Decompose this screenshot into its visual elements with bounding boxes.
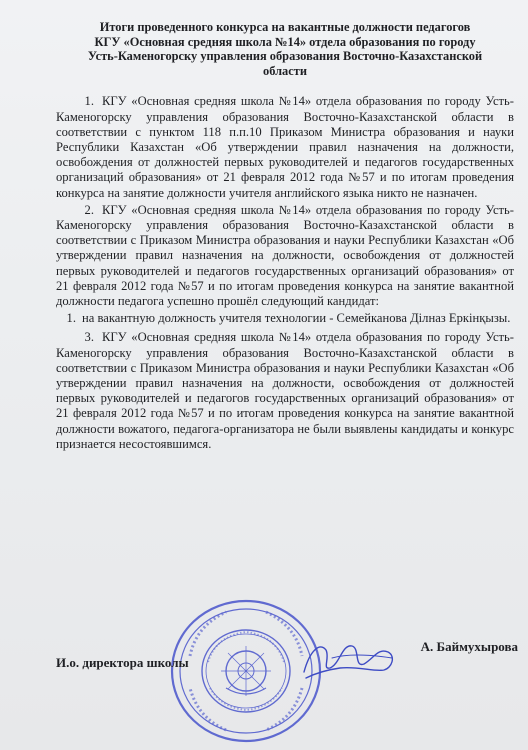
candidate-item-number: 1. bbox=[66, 311, 76, 326]
paragraph-1-text: КГУ «Основная средняя школа №14» отдела образования по городу Усть-Каменогорску управления образования Восточно-Казахстанской области в соответствии с пунктом 118 п.п.10 Приказом Министра образования и науки Республики Казахстан «Об утверждении правил назначения на должности, освобождения от должностей первых руководителей и педагогов государственных организаций образования» от 21 февраля 2012 года №57 и по итогам проведения конкурса на занятие должности учителя английского языка никто не назначен. bbox=[56, 94, 514, 200]
paragraph-1-number: 1. bbox=[84, 94, 94, 109]
paragraph-3-number: 3. bbox=[84, 330, 94, 345]
paragraph-2-text: КГУ «Основная средняя школа №14» отдела образования по городу Усть-Каменогорску управления образования Восточно-Казахстанской области в соответствии с Приказом Министра образования и науки Республики Казахстан «Об утверждении правил назначения на должности, освобождения от должностей первых руководителей и педагогов государственных организаций образования» от 21 февраля 2012 года №57 и по итогам проведения конкурса на занятие вакантной должности педагога успешно прошёл следующий кандидат: bbox=[56, 202, 514, 309]
title-line-4: области bbox=[263, 63, 307, 78]
paragraph-3-text: КГУ «Основная средняя школа №14» отдела образования по городу Усть-Каменогорску управления образования Восточно-Казахстанской области в соответствии с Приказом Министра образования и науки Республики Казахстан «Об утверждении правил назначения на должности, освобождения от должностей первых руководителей и педагогов государственных организаций образования» от 21 февраля 2012 года №57 и по итогам проведения конкурса на занятие вакантной должности вожатого, педагога-организатора не были выявлены кандидаты и конкурс признается несостоявшимся. bbox=[56, 330, 514, 451]
title-line-1: Итоги проведенного конкурса на вакантные должности педагогов bbox=[99, 20, 471, 34]
document-title bbox=[56, 20, 514, 78]
title-line-2: КГУ «Основная средняя школа №14» отдела образования по городу bbox=[94, 34, 476, 49]
document-body bbox=[56, 20, 514, 454]
paragraph-2 bbox=[56, 203, 514, 309]
paragraph-2-number: 2. bbox=[84, 202, 94, 217]
title-line-3: Усть-Каменогорску управления образования Восточно-Казахстанской bbox=[87, 49, 483, 64]
handwritten-signature-icon bbox=[296, 628, 406, 688]
signer-name: А. Баймухырова bbox=[420, 639, 518, 654]
paragraph-1 bbox=[56, 94, 514, 200]
candidate-item bbox=[56, 311, 514, 326]
paragraph-3 bbox=[56, 330, 514, 452]
candidate-item-text: на вакантную должность учителя технологии - Семейканова Ділназ Еркінқызы. bbox=[82, 311, 511, 326]
signer-title: И.о. директора школы bbox=[56, 655, 189, 670]
